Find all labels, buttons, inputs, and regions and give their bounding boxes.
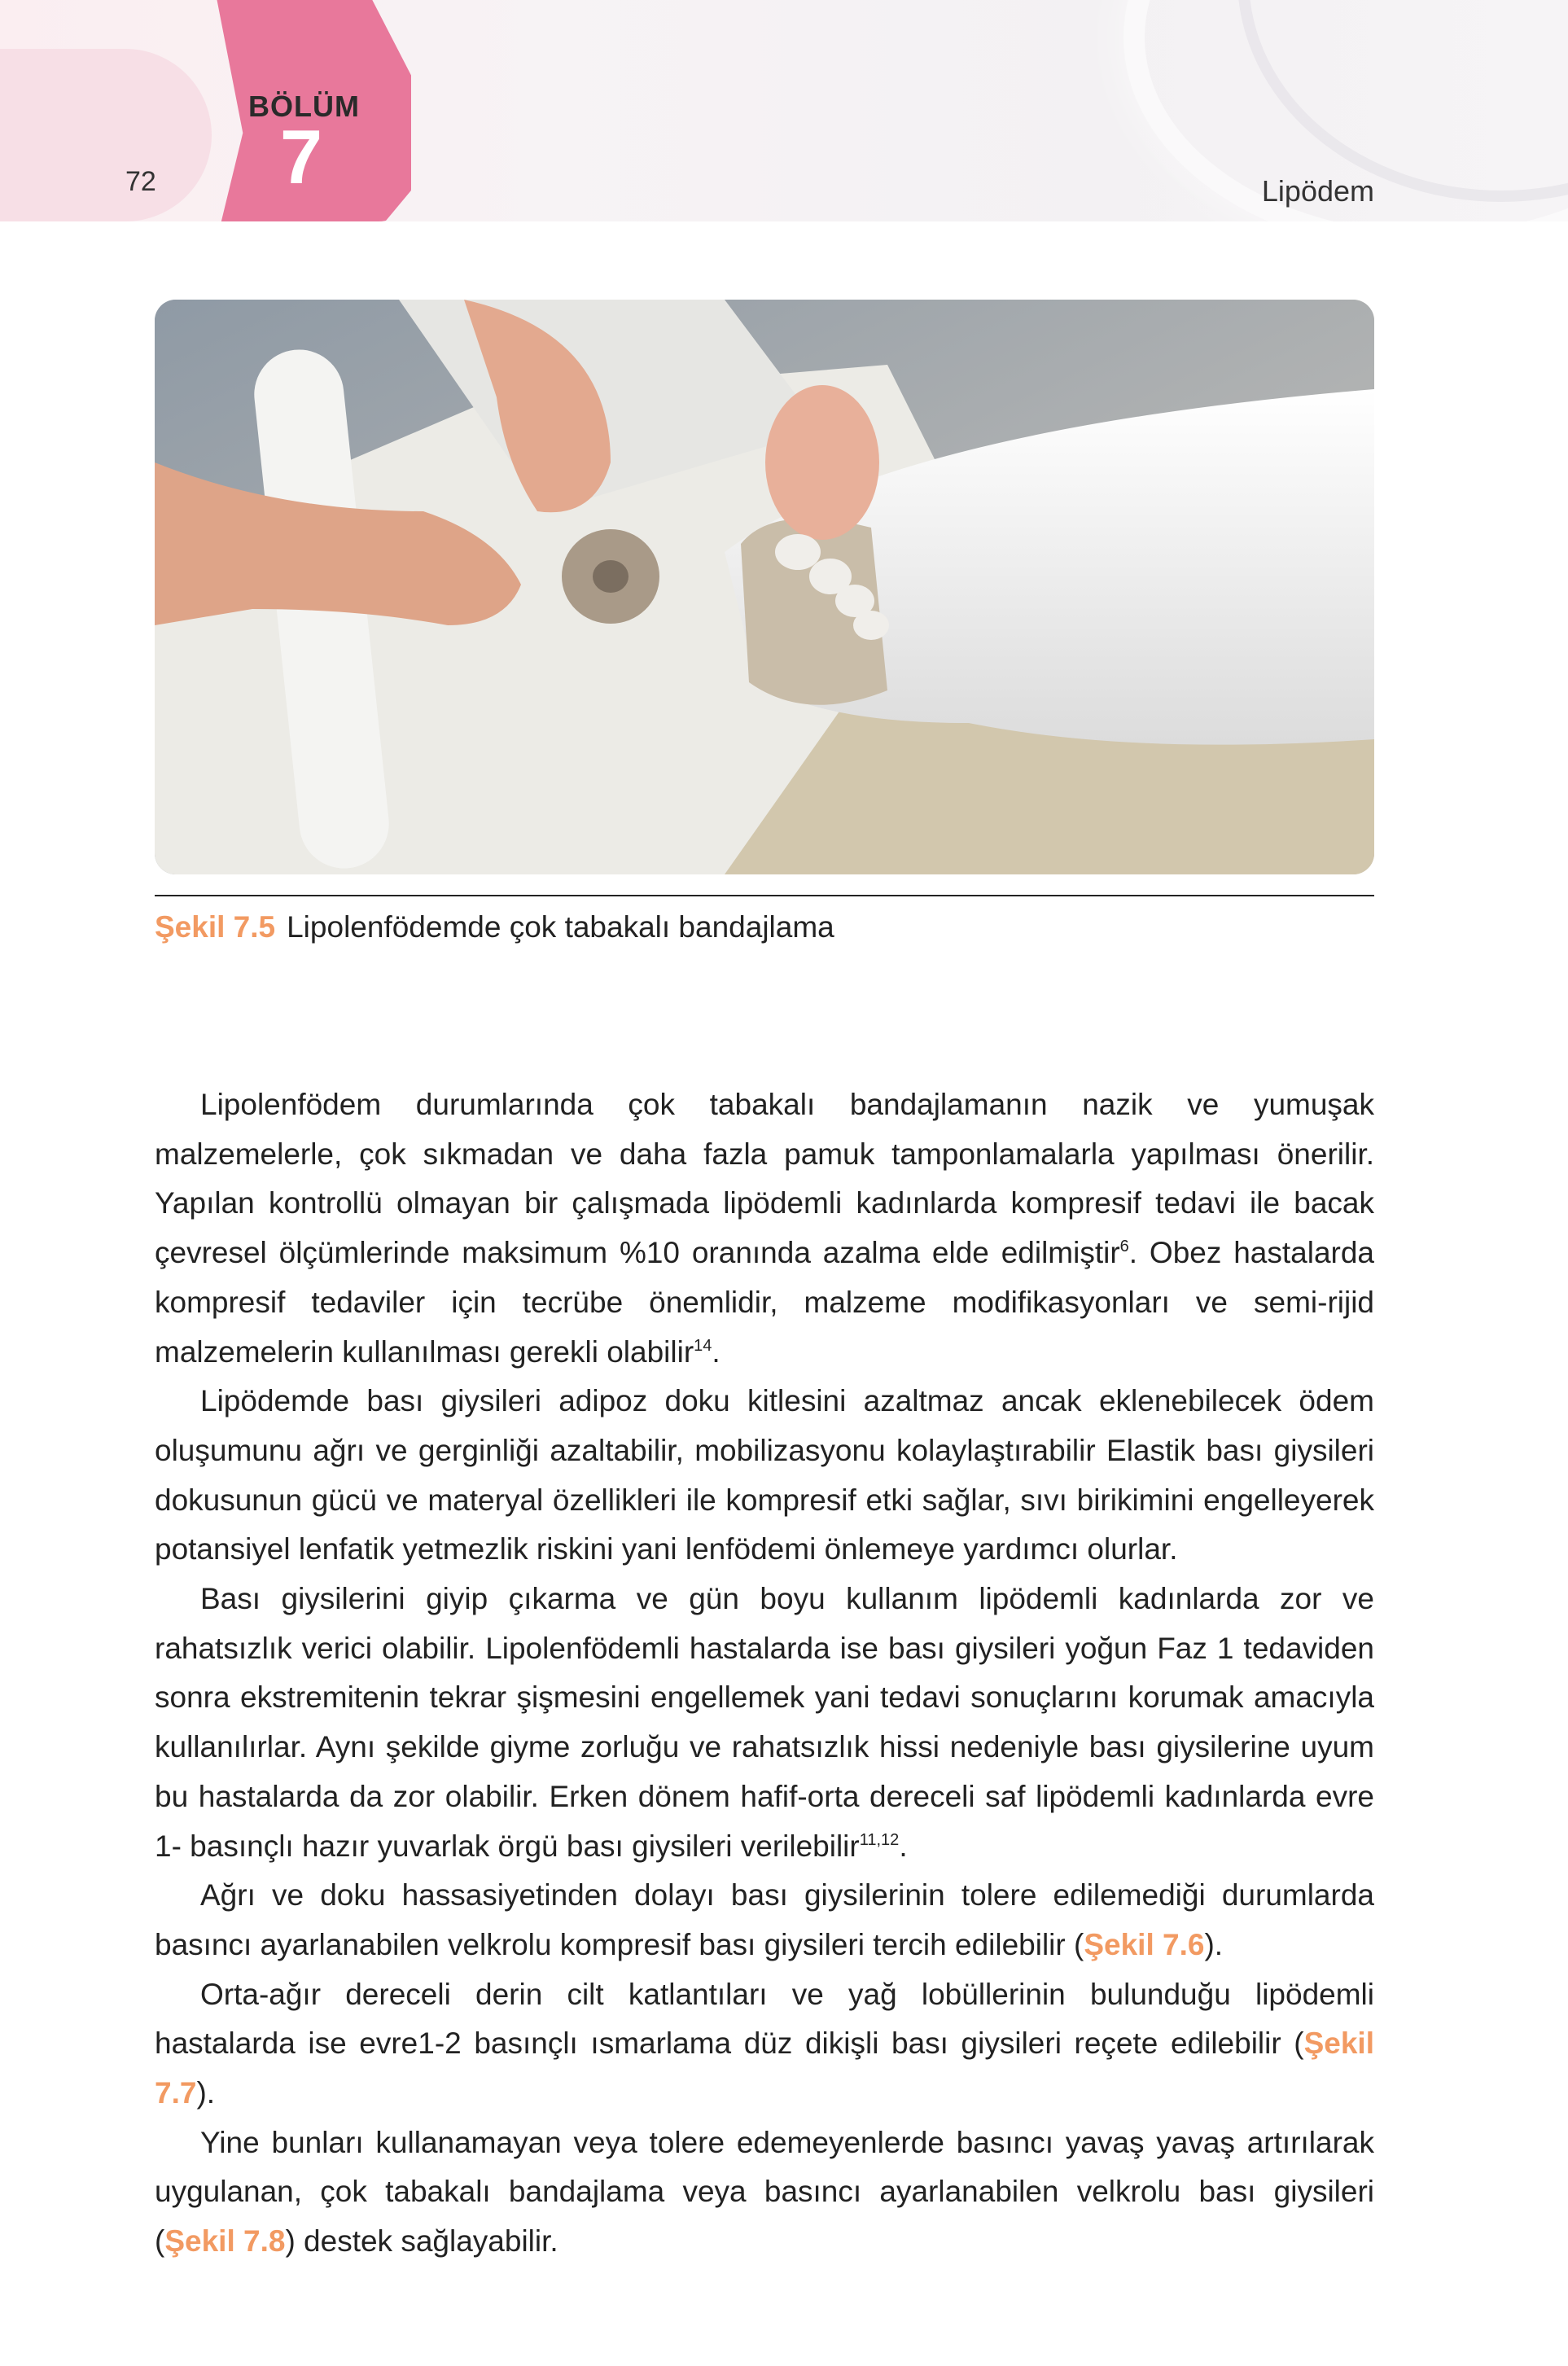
figure-reference-link[interactable]: Şekil 7.7 — [155, 2026, 1374, 2110]
paragraph-text: . — [899, 1829, 908, 1863]
paragraph-text: Lipödemde bası giysileri adipoz doku kitlesini azaltmaz ancak eklenebilecek ödem oluşumunu ağrı ve gerginliği azaltabilir, mobilizasyonu kolaylaştırabilir Elastik bası giysileri dokusunun gücü ve materyal özellikleri ile kompresif etki sağlar, sıvı birikimini engelleyerek potansiyel lenfatik yetmezlik riskini yani lenfödemi önlemeye yardımcı olurlar. — [155, 1384, 1374, 1566]
page-number: 72 — [125, 166, 156, 197]
paragraph — [155, 1575, 1374, 1871]
paragraph-text: ). — [1204, 1927, 1224, 1961]
figure-divider — [155, 895, 1374, 896]
paragraph-text: Orta-ağır dereceli derin cilt katlantıları ve yağ lobüllerinin bulunduğu lipödemli hastalarda ise evre1-2 basınçlı ısmarlama düz dikişli bası giysileri reçete edilebilir ( — [155, 1977, 1374, 2061]
paragraph-text: Yine bunları kullanamayan veya tolere edemeyenlerde basıncı yavaş yavaş artırılarak uygulanan, çok tabakalı bandajlama veya basıncı ayarlanabilen velkrolu bası giysileri ( — [155, 2125, 1374, 2259]
paragraph — [155, 1080, 1374, 1377]
figure-caption — [155, 910, 834, 944]
page-number-tab — [0, 49, 212, 221]
paragraph-text: . — [712, 1334, 720, 1369]
citation-superscript: 6 — [1119, 1238, 1129, 1256]
bandaging-photo-illustration — [155, 300, 1374, 874]
paragraph-text: ). — [196, 2076, 216, 2110]
chapter-number: 7 — [279, 114, 323, 199]
figure-label: Şekil 7.5 — [155, 910, 276, 944]
paragraph — [155, 2118, 1374, 2267]
paragraph — [155, 1377, 1374, 1575]
figure-reference-link[interactable]: Şekil 7.8 — [164, 2224, 286, 2259]
body-text — [155, 1080, 1374, 2267]
citation-superscript: 11,12 — [859, 1830, 900, 1849]
paragraph-text: Lipolenfödem durumlarında çok tabakalı bandajlamanın nazik ve yumuşak malzemelerle, çok sıkmadan ve daha fazla pamuk tamponlamalarla yapılması önerilir. Yapılan kontrollü olmayan bir çalışmada lipödemli kadınlarda kompresif tedavi ile bacak çevresel ölçümlerinde maksimum %10 oranında azalma elde edilmiştir — [155, 1088, 1374, 1270]
citation-superscript: 14 — [694, 1336, 712, 1355]
paragraph-text: Ağrı ve doku hassasiyetinden dolayı bası giysilerinin tolere edilemediği durumlarda basıncı ayarlanabilen velkrolu kompresif bası giysileri tercih edilebilir ( — [155, 1878, 1374, 1961]
paragraph-text: . Obez hastalarda kompresif tedaviler için tecrübe önemlidir, malzeme modifikasyonları ve semi-rijid malzemelerin kullanılması gerekli olabilir — [155, 1236, 1375, 1369]
running-title: Lipödem — [1261, 174, 1374, 208]
paragraph — [155, 1871, 1374, 1969]
paragraph-text: Bası giysilerini giyip çıkarma ve gün boyu kullanım lipödemli kadınlarda zor ve rahatsızlık verici olabilir. Lipolenfödemli hastalarda ise bası giysileri yoğun Faz 1 tedaviden sonra ekstremitenin tekrar şişmesini engellemek yani tedavi sonuçlarını korumak amacıyla kullanılırlar. Aynı şekilde giyme zorluğu ve rahatsızlık hissi nedeniyle bası giysilerine uyum bu hastalarda da zor olabilir. Erken dönem hafif-orta dereceli saf lipödemli kadınlarda evre 1- basınçlı hazır yuvarlak örgü bası giysileri verilebilir — [155, 1582, 1374, 1863]
figure-photo — [155, 300, 1374, 874]
paragraph — [155, 1970, 1374, 2118]
figure-reference-link[interactable]: Şekil 7.6 — [1084, 1927, 1205, 1961]
figure-caption-text: Lipolenfödemde çok tabakalı bandajlama — [287, 910, 834, 944]
chapter-label: BÖLÜM — [248, 90, 360, 123]
paragraph-text: ) destek sağlayabilir. — [285, 2224, 558, 2259]
